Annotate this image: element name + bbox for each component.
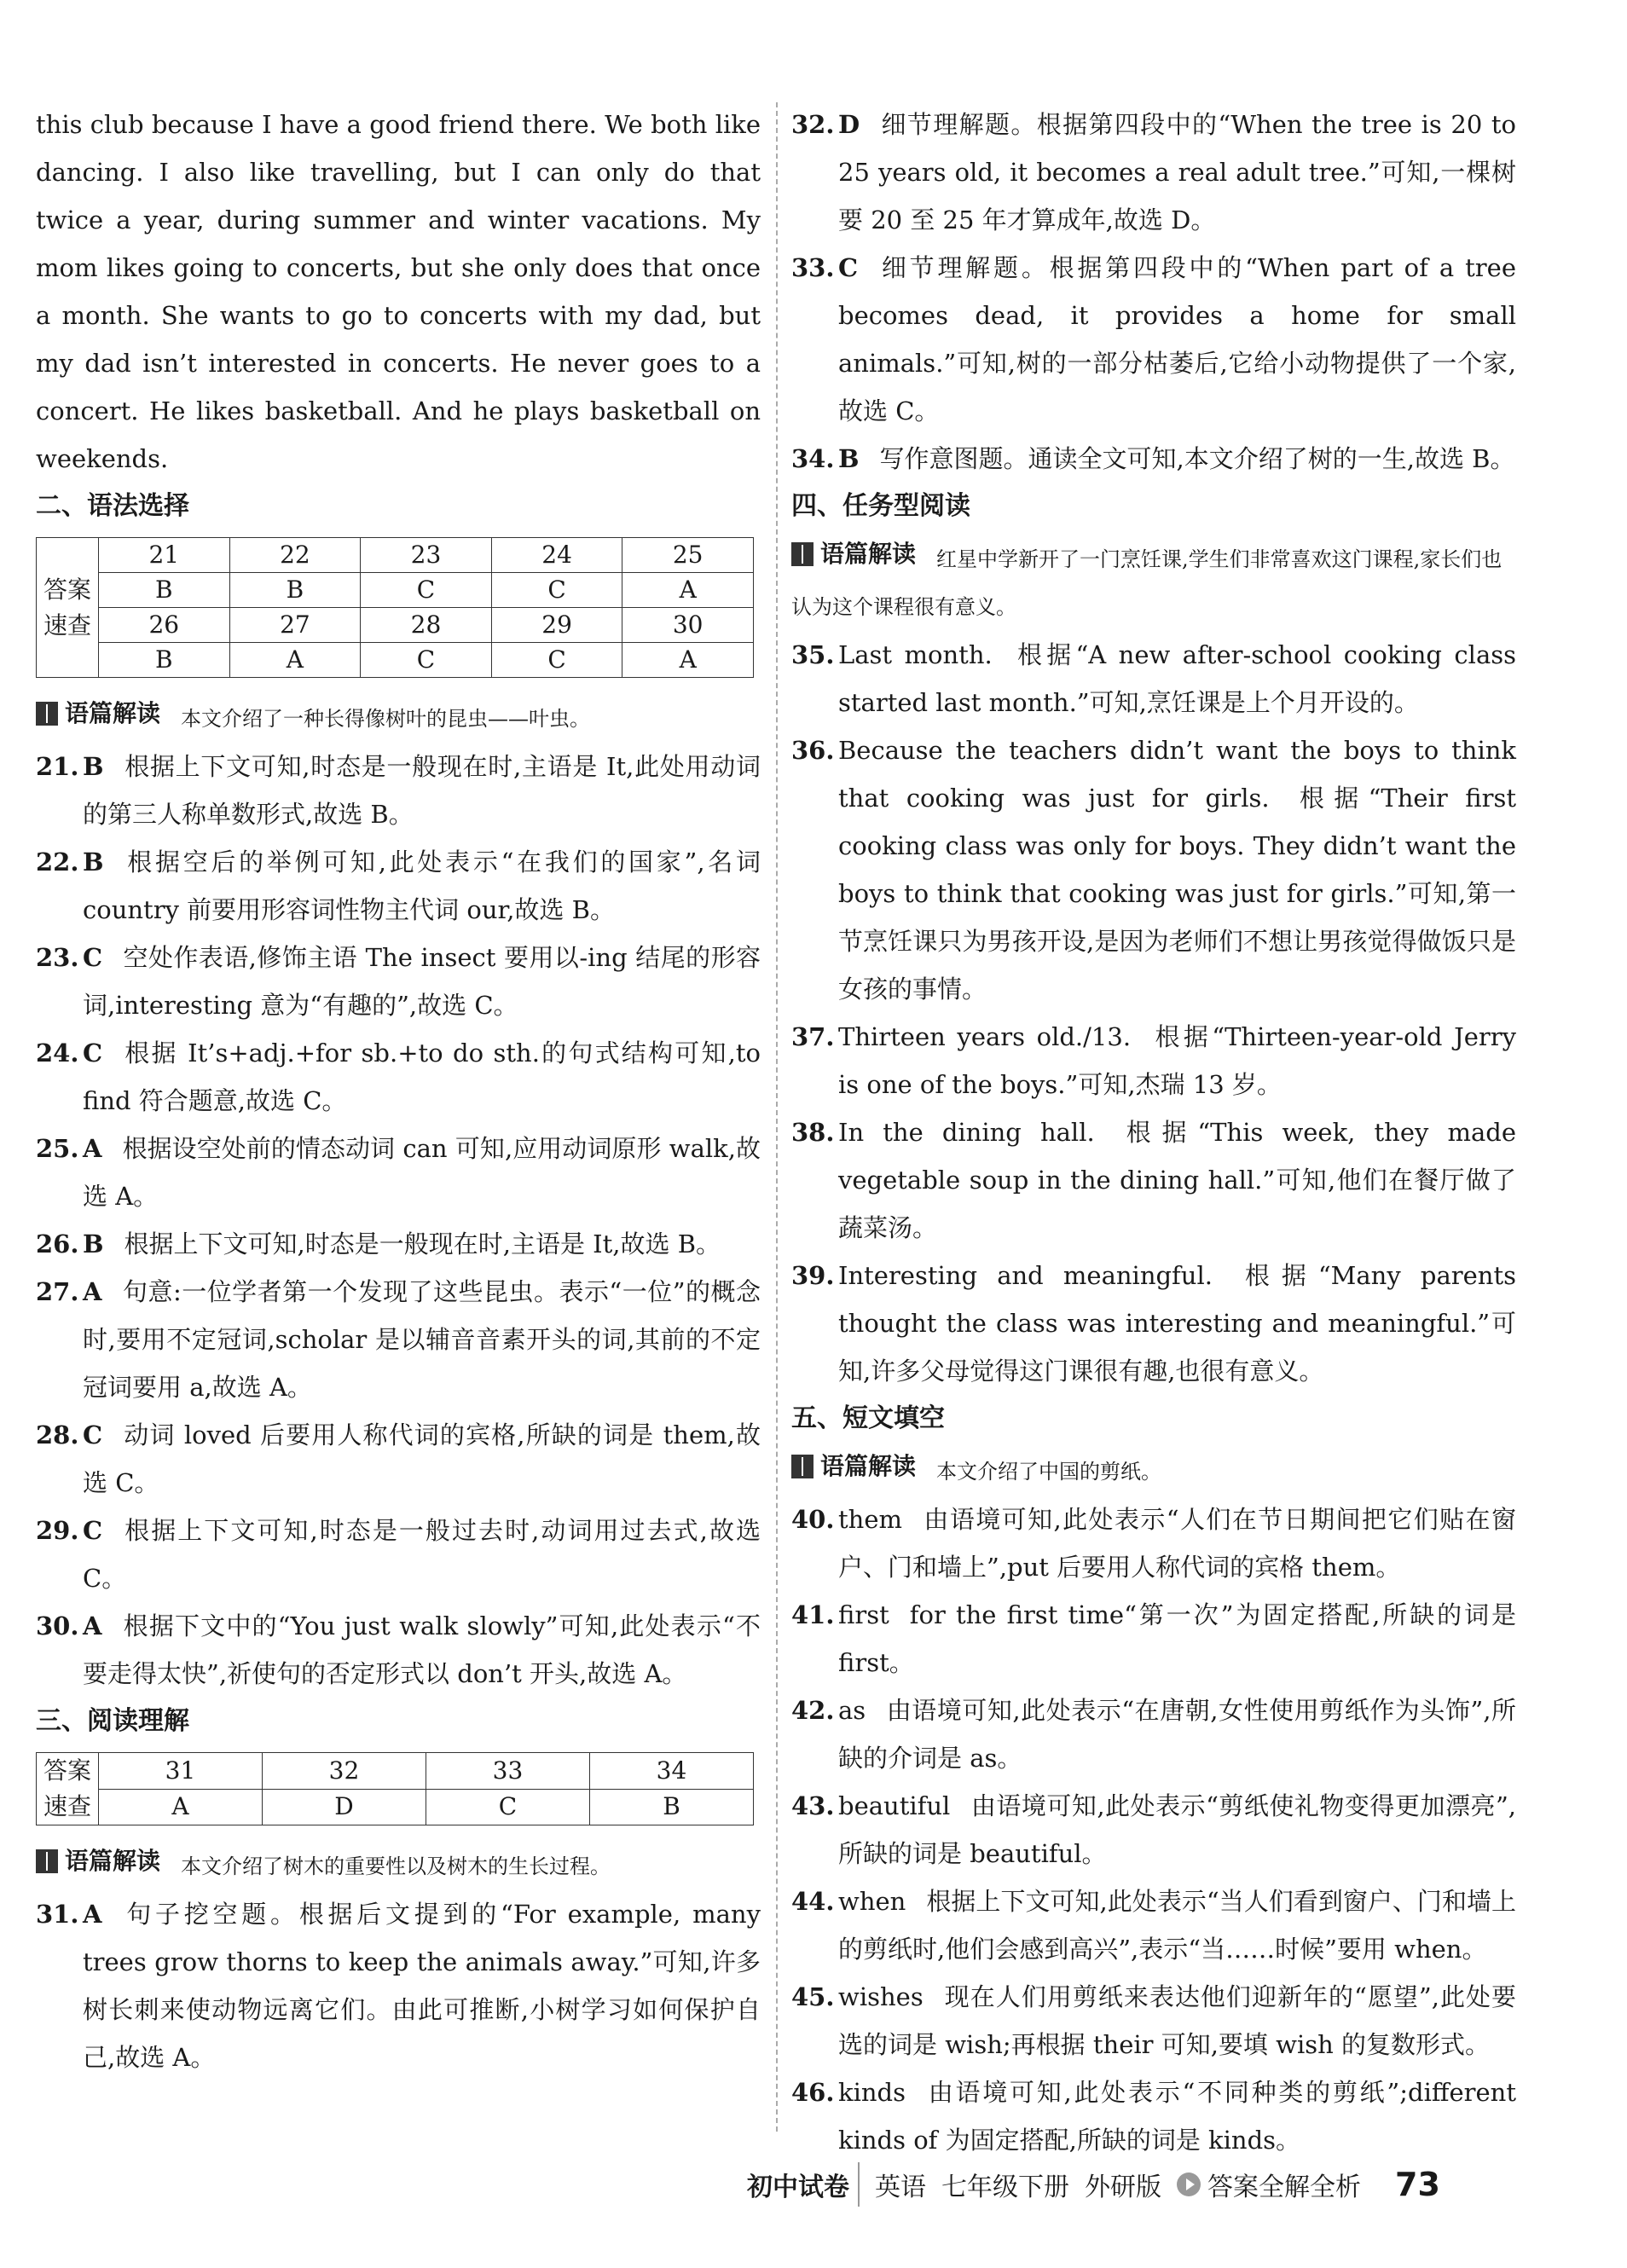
footer-subject: 英语 [875,2173,926,2202]
list-item: 21. B 根据上下文可知,时态是一般现在时,主语是 It,此处用动词的第三人称单数形式,故选 B。 [36,752,761,829]
book-icon [791,1455,814,1478]
passage-summary: 语篇解读 本文介绍了中国的剪纸。 [791,1443,1516,1496]
right-column [791,101,1516,2164]
grammar-explanations [36,743,761,1698]
list-item: 36. Because the teachers didn’t want the boys to think that cooking was just for girls. 根据“Their first cooking class was only for boys. They didn’t want the boys to think that cooking was just for girls.”可知,第一节烹饪课只为男孩开设,是因为老师们不想让男孩觉得做饭只是女孩的事情。 [791,736,1517,1004]
list-item: 33. C 细节理解题。根据第四段中的“When part of a tree becomes dead, it provides a home for small animals.”可知,树的一部分枯萎后,它给小动物提供了一个家,故选 C。 [791,253,1516,425]
intro-paragraph: this club because I have a good friend there. We both like dancing. I also like travelling, but I can only do that twice a year, during summer and winter vacations. My mom likes going to concerts, but she only does that once a month. She wants to go to concerts with my dad, but my dad isn’t interested in concerts. He never goes to a concert. He likes basketball. And he plays basketball on weekends. [36,110,761,473]
list-item: 45. wishes 现在人们用剪纸来表达他们迎新年的“愿望”,此处要选的词是 wish;再根据 their 可知,要填 wish 的复数形式。 [791,1982,1516,2059]
list-item: 41. first for the first time“第一次”为固定搭配,所缺的词是 first。 [791,1600,1516,1677]
page-footer [738,2162,1557,2207]
left-column [36,101,761,2081]
list-item: 23. C 空处作表语,修饰主语 The insect 要用以-ing 结尾的形容词,interesting 意为“有趣的”,故选 C。 [36,943,761,1020]
list-item: 28. C 动词 loved 后要用人称代词的宾格,所缺的词是 them,故选 C。 [36,1420,761,1497]
footer-grade: 七年级下册 [941,2173,1069,2202]
list-item: 26. B 根据上下文可知,时态是一般现在时,主语是 It,故选 B。 [36,1229,721,1258]
footer-answer-label: 答案全解全析 [1207,2173,1361,2202]
book-icon [36,1849,58,1873]
list-item: 25. A 根据设空处前的情态动词 can 可知,应用动词原形 walk,故选 A。 [36,1134,761,1211]
passage-summary: 语篇解读 红星中学新开了一门烹饪课,学生们非常喜欢这门课程,家长们也认为这个课程很有意义。 [791,540,1503,619]
list-item: 30. A 根据下文中的“You just walk slowly”可知,此处表示“不要走得太快”,祈使句的否定形式以 don’t 开头,故选 A。 [36,1611,761,1688]
section-task-reading-title: 四、任务型阅读 [791,491,970,521]
list-item: 40. them 由语境可知,此处表示“人们在节日期间把它们贴在窗户、门和墙上”,put 后要用人称代词的宾格 them。 [791,1505,1516,1582]
answer-table-grammar: 答案速查 21 22 23 24 25 B B C C A 26 27 28 29 30 B A C C A [36,537,754,678]
footer-edition: 外研版 [1085,2173,1161,2202]
book-icon [36,702,58,726]
section-reading-title: 三、阅读理解 [36,1706,189,1736]
list-item: 46. kinds 由语境可知,此处表示“不同种类的剪纸”;different kinds of 为固定搭配,所缺的词是 kinds。 [791,2078,1516,2155]
book-icon [791,542,814,566]
list-item: 37. Thirteen years old./13. 根据“Thirteen-year-old Jerry is one of the boys.”可知,杰瑞 13 岁。 [791,1022,1516,1099]
list-item: 44. when 根据上下文可知,此处表示“当人们看到窗户、门和墙上的剪纸时,他们会感到高兴”,表示“当……时候”要用 when。 [791,1887,1516,1964]
list-item: 34. B 写作意图题。通读全文可知,本文介绍了树的一生,故选 B。 [791,444,1515,473]
list-item: 22. B 根据空后的举例可知,此处表示“在我们的国家”,名词 country 前要用形容词性物主代词 our,故选 B。 [36,848,761,924]
list-item: 24. C 根据 It’s+adj.+for sb.+to do sth.的句式结构可知,to find 符合题意,故选 C。 [36,1039,761,1115]
list-item: 43. beautiful 由语境可知,此处表示“剪纸使礼物变得更加漂亮”,所缺的词是 beautiful。 [791,1791,1516,1868]
list-item: 29. C 根据上下文可知,时态是一般过去时,动词用过去式,故选 C。 [36,1516,761,1593]
list-item: 31. A 句子挖空题。根据后文提到的“For example, many trees grow thorns to keep the animals away.”可知,许多树长刺来使动物远离它们。由此可推断,小树学习如何保护自己,故选 A。 [36,1900,761,2072]
list-item: 42. as 由语境可知,此处表示“在唐朝,女性使用剪纸作为头饰”,所缺的介词是 as。 [791,1696,1516,1773]
column-divider [776,102,778,2132]
play-icon [1177,2173,1201,2196]
section-cloze-title: 五、短文填空 [791,1403,945,1433]
list-item: 39. Interesting and meaningful. 根据“Many parents thought the class was interesting and meaningful.”可知,许多父母觉得这门课很有趣,也很有意义。 [791,1261,1516,1386]
passage-summary: 语篇解读 本文介绍了树木的重要性以及树木的生长过程。 [36,1837,761,1890]
table-label: 答案速查 [37,538,99,678]
footer-brand: 初中试卷 [738,2162,860,2207]
passage-summary: 语篇解读 本文介绍了一种长得像树叶的昆虫——叶虫。 [36,690,761,743]
page-number: 73 [1395,2166,1440,2203]
list-item: 35. Last month. 根据“A new after-school cooking class started last month.”可知,烹饪课是上个月开设的。 [791,640,1516,717]
answer-table-reading: 答案速查 31 32 33 34 A D C B [36,1752,754,1825]
table-label: 答案速查 [37,1753,99,1825]
section-grammar-title: 二、语法选择 [36,491,189,521]
list-item: 27. A 句意:一位学者第一个发现了这些昆虫。表示“一位”的概念时,要用不定冠词,scholar 是以辅音音素开头的词,其前的不定冠词要用 a,故选 A。 [36,1277,761,1402]
list-item: 38. In the dining hall. 根据“This week, they made vegetable soup in the dining hall.”可知,他们在餐厅做了蔬菜汤。 [791,1118,1516,1242]
list-item: 32. D 细节理解题。根据第四段中的“When the tree is 20 to 25 years old, it becomes a real adult tree.”可知,一棵树要 20 至 25 年才算成年,故选 D。 [791,110,1516,234]
